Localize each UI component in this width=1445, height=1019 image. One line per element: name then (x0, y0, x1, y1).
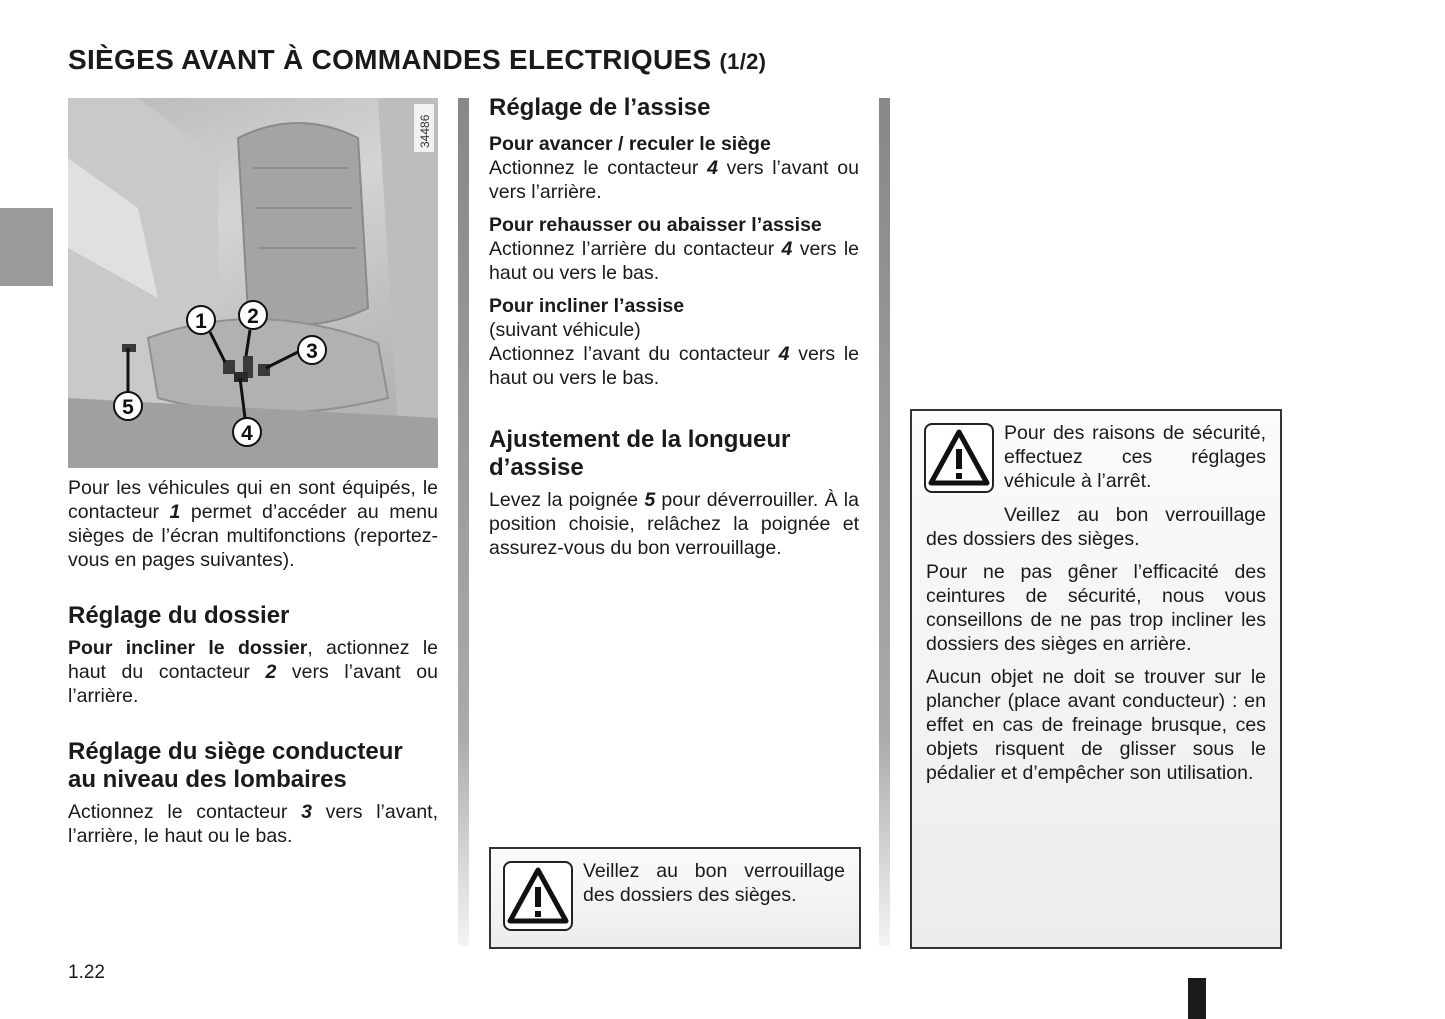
column-divider-left (458, 98, 469, 946)
column-divider-right (879, 98, 890, 946)
page-edge-marker (1188, 978, 1206, 1019)
middle-warning-text: Veillez au bon verrouillage des dossiers des sièges. (583, 860, 845, 906)
page-number: 1.22 (68, 962, 105, 983)
right-warning-p1: Pour des raisons de sécurité, effectuez ces réglages véhicule à l’arrêt. (1004, 422, 1266, 492)
page-title-text: SIÈGES AVANT À COMMANDES ELECTRIQUES (68, 44, 712, 75)
rehausser-label: Pour rehausser ou abaisser l’assise (489, 214, 822, 236)
intro-text-b: permet d’accéder au menu sièges de l’écran multifonctions (reportez-vous en pages suivantes). (68, 501, 438, 571)
lombaires-heading (68, 738, 438, 794)
avancer-text-a: Actionnez le contacteur (489, 157, 708, 179)
longueur-heading (489, 426, 859, 482)
dossier-heading: Réglage du dossier (68, 602, 290, 629)
dossier-paragraph (68, 636, 438, 708)
intro-text-a: Pour les véhicules qui en sont équipés, le contacteur (68, 477, 438, 523)
incliner-switch-number: 4 (778, 343, 790, 365)
lombaires-heading-line2: au niveau des lombaires (68, 766, 347, 793)
lombaires-heading-line1: Réglage du siège conducteur (68, 738, 403, 765)
callout-label-3: 3 (306, 340, 318, 363)
callout-3 (298, 336, 326, 364)
middle-warning-box (489, 847, 861, 949)
longueur-heading-line1: Ajustement de la longueur (489, 426, 791, 453)
callout-label-4: 4 (241, 422, 253, 445)
incliner-text-a: Actionnez l’avant du contacteur (489, 343, 779, 365)
longueur-paragraph (489, 488, 859, 560)
rehausser-switch-number: 4 (781, 238, 793, 260)
longueur-handle-number: 5 (644, 489, 656, 511)
dossier-switch-number: 2 (265, 661, 277, 683)
figure-ref-number: 34486 (418, 114, 432, 148)
avancer-label: Pour avancer / reculer le siège (489, 133, 771, 155)
page-part-indicator: (1/2) (719, 49, 767, 74)
section-tab-marker (0, 208, 53, 286)
seat-illustration-drawing (68, 98, 438, 468)
middle-column (489, 94, 859, 569)
avancer-switch-number: 4 (707, 157, 718, 179)
rehausser-text-b: vers le haut ou vers le bas. (489, 238, 859, 284)
lombaires-switch-number: 3 (301, 801, 312, 823)
longueur-text-b: pour déverrouiller. À la position choisie, relâchez la poignée et assurez-vous du bon verrouillage. (489, 489, 859, 559)
incliner-paragraph (489, 294, 859, 390)
seat-backrest-shape (238, 123, 368, 324)
dossier-bold-label: Pour incliner le dossier (68, 637, 308, 659)
dossier-text-b: vers l’avant ou l’arrière. (68, 661, 438, 707)
warning-triangle-icon (924, 423, 994, 493)
callout-label-5: 5 (122, 396, 134, 419)
right-warning-box (910, 409, 1282, 949)
callout-4 (233, 418, 261, 446)
seat-controls-illustration (68, 98, 438, 468)
callout-5 (114, 392, 142, 420)
lombaires-text-a: Actionnez le contacteur (68, 801, 302, 823)
left-column (68, 476, 438, 857)
longueur-heading-line2: d’assise (489, 454, 584, 481)
callout-1 (187, 306, 215, 334)
avancer-text-b: vers l’avant ou vers l’arrière. (489, 157, 860, 203)
lombaires-paragraph (68, 800, 438, 848)
callout-2 (239, 301, 267, 329)
intro-switch-number: 1 (169, 501, 181, 523)
rehausser-paragraph (489, 213, 859, 285)
warning-triangle-icon (503, 861, 573, 931)
incliner-label: Pour incliner l’assise (489, 295, 685, 317)
right-warning-p4: Aucun objet ne doit se trouver sur le plancher (place avant conducteur) : en effet en cas de freinage brusque, ces objets risquent de glisser sous le pédalier et d’empêcher son utilisation. (926, 666, 1266, 784)
avancer-paragraph (489, 132, 859, 204)
right-warning-lead (1004, 421, 1266, 493)
intro-paragraph (68, 476, 438, 572)
page-title (68, 44, 766, 76)
callout-label-1: 1 (195, 310, 207, 333)
callout-label-2: 2 (247, 305, 259, 328)
longueur-text-a: Levez la poignée (489, 489, 645, 511)
incliner-text-b: vers le haut ou vers le bas. (489, 343, 860, 389)
assise-heading: Réglage de l’assise (489, 94, 711, 121)
right-warning-p2: Veillez au bon verrouillage des dossiers des sièges. (926, 504, 1266, 550)
rehausser-text-a: Actionnez l’arrière du contacteur (489, 238, 782, 260)
lombaires-text-b: vers l’avant, l’arrière, le haut ou le bas. (68, 801, 438, 847)
incliner-note: (suivant véhicule) (489, 319, 641, 341)
switch-1-shape (223, 360, 235, 374)
right-warning-body (926, 503, 1266, 794)
right-warning-p3: Pour ne pas gêner l’efficacité des ceintures de sécurité, nous vous conseillons de ne pas trop incliner les dossiers des sièges en arrière. (926, 561, 1266, 655)
dossier-text-a: , actionnez le haut du contacteur (68, 637, 439, 683)
